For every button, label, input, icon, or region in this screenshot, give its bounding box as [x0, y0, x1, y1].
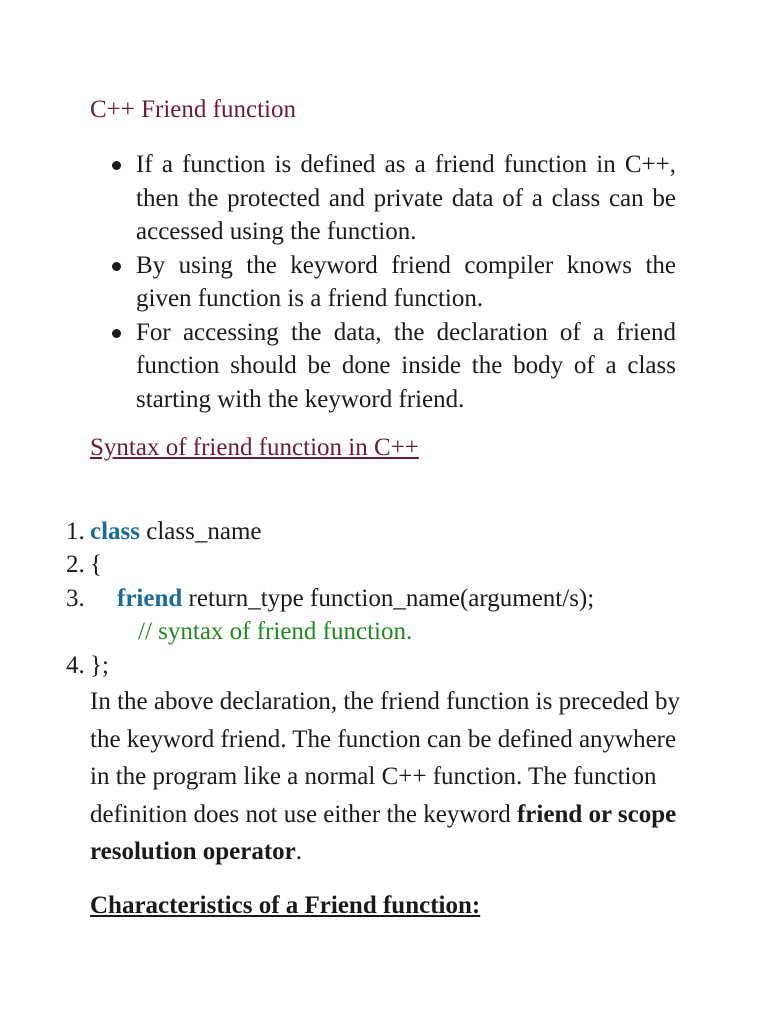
code-line-4: [66, 652, 109, 680]
list-item: [106, 316, 676, 417]
code-line-1: [66, 518, 261, 546]
list-item-text: For accessing the data, the declaration of a friend function should be done inside the body of a class starting with the keyword friend.: [136, 318, 676, 413]
paragraph-text: In the above declaration, the friend function is preceded by the keyword friend. The function can be defined anywhere in the program like a normal C++ function. The function definition does not use either the keyword: [90, 688, 681, 828]
bullet-icon: [112, 161, 121, 170]
bullet-icon: [112, 329, 121, 338]
list-item-text: If a function is defined as a friend function in C++, then the protected and private data of a class can be accessed using the function.: [136, 151, 676, 245]
description-paragraph: [90, 683, 690, 871]
line-number: 4.: [66, 652, 85, 679]
code-text: {: [90, 551, 102, 578]
code-line-2: [66, 551, 102, 579]
page-title: C++ Friend function: [90, 96, 296, 123]
paragraph-end: .: [295, 838, 303, 865]
code-text: class_name: [140, 518, 262, 545]
bullet-icon: [112, 262, 121, 271]
paragraph-bold-text: friend or scope resolution operator: [90, 800, 677, 865]
code-line-3: [66, 585, 594, 613]
line-number: 2.: [66, 551, 85, 578]
bullet-list: [106, 148, 676, 416]
line-number: 3.: [66, 585, 85, 612]
code-text: };: [90, 652, 109, 679]
code-keyword: class: [90, 518, 140, 545]
list-item-text: By using the keyword friend compiler knows the given function is a friend function.: [136, 251, 676, 312]
characteristics-heading: Characteristics of a Friend function:: [90, 892, 481, 919]
code-keyword: friend: [117, 585, 183, 612]
list-item: [106, 148, 676, 249]
list-item: [106, 249, 676, 316]
line-number: 1.: [66, 518, 85, 545]
code-comment: // syntax of friend function.: [138, 618, 413, 645]
code-text: return_type function_name(argument/s);: [182, 585, 595, 612]
syntax-heading: Syntax of friend function in C++: [90, 434, 419, 461]
